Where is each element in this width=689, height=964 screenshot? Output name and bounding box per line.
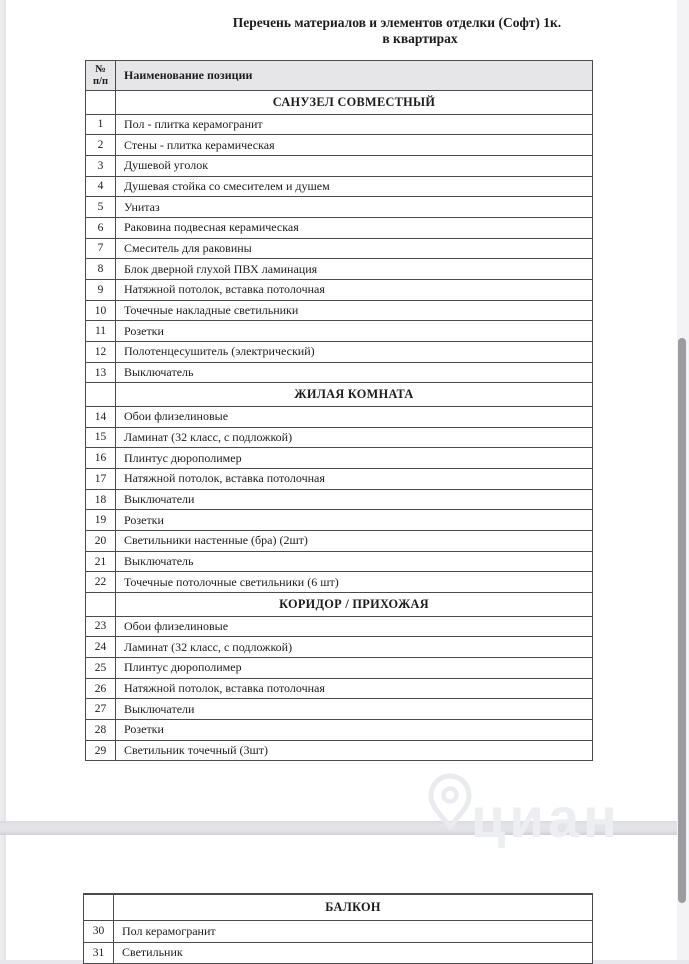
table-row [86,592,592,616]
table-body-page2 [84,894,592,963]
row-label: Плинтус дюрополимер [124,660,242,675]
table-row [86,719,592,740]
row-label: Блок дверной глухой ПВХ ламинация [124,261,318,276]
row-label: Пол керамогранит [122,923,216,938]
row-label: Натяжной потолок, вставка потолочная [124,471,325,486]
row-number [86,383,116,406]
table-row [86,468,592,489]
row-label: Точечные потолочные светильники (6 шт) [124,574,339,589]
table-row [86,155,592,176]
table-row [86,217,592,238]
row-number: 2 [86,135,116,155]
row-label: Выключатель [124,365,194,380]
cian-watermark [427,772,621,849]
row-label: Полотенцесушитель (электрический) [124,344,315,359]
scrollbar-track[interactable] [677,0,689,960]
location-pin-icon [427,772,473,832]
row-label: Плинтус дюрополимер [124,450,242,465]
table-row [86,571,592,592]
row-number: 27 [86,699,116,719]
row-number: 28 [86,720,116,740]
row-number: 23 [86,617,116,637]
row-label: Выключатель [124,554,194,569]
row-label: Унитаз [124,199,160,214]
column-header-name: Наименование позиции [124,68,253,82]
table-row [86,300,592,321]
table-row [84,894,592,920]
table-row [86,509,592,530]
row-number: 11 [86,321,116,341]
table-row [86,134,592,155]
row-number: 3 [86,156,116,176]
row-label: Душевой уголок [124,158,209,173]
row-label: Пол - плитка керамогранит [124,116,263,131]
row-number [86,91,116,114]
row-label: Точечные накладные светильники [124,303,299,318]
row-number: 4 [86,177,116,197]
row-label: Розетки [124,512,164,527]
row-number: 16 [86,448,116,468]
table-row [86,657,592,678]
row-number: 21 [86,552,116,572]
row-number: 7 [86,239,116,259]
table-row [86,341,592,362]
table-row [86,489,592,510]
watermark-text: циан [471,786,621,849]
table-row [86,530,592,551]
table-row [86,258,592,279]
row-label: Светильник точечный (3шт) [124,743,268,758]
materials-table-page2 [83,893,593,964]
row-number: 13 [86,363,116,383]
row-number: 14 [86,407,116,427]
table-row [86,176,592,197]
row-label: Раковина подвесная керамическая [124,220,299,235]
row-number [86,593,116,616]
row-label: Ламинат (32 класс, с подложкой) [124,429,293,444]
row-number: 25 [86,658,116,678]
row-number: 19 [86,510,116,530]
materials-table-page1 [85,60,593,761]
row-number: 29 [86,741,116,761]
row-number: 18 [86,490,116,510]
row-number: 15 [86,428,116,448]
table-row [86,698,592,719]
table-row [86,636,592,657]
table-row [86,740,592,761]
row-label: Светильник [122,945,183,960]
col1-line2: п/п [92,75,109,87]
table-row [84,920,592,942]
row-number: 8 [86,259,116,279]
table-row [86,320,592,341]
row-label: Светильники настенные (бра) (2шт) [124,533,308,548]
table-row [86,427,592,448]
table-row [86,678,592,699]
row-label: ЖИЛАЯ КОМНАТА [294,387,414,402]
row-label: КОРИДОР / ПРИХОЖАЯ [279,596,429,611]
row-number: 5 [86,197,116,217]
row-number: 24 [86,637,116,657]
row-number: 6 [86,218,116,238]
row-label: Выключатели [124,701,195,716]
row-number [84,895,114,920]
row-label: Натяжной потолок, вставка потолочная [124,681,325,696]
row-label: Розетки [124,323,164,338]
row-number: 20 [86,531,116,551]
table-row [86,279,592,300]
row-number: 26 [86,679,116,699]
table-row [86,196,592,217]
row-label: Обои флизелиновые [124,409,229,424]
document-title-line1: Перечень материалов и элементов отделки (Софт) 1к. [232,15,562,30]
table-row [86,406,592,427]
table-row [86,238,592,259]
row-label: Ламинат (32 класс, с подложкой) [124,639,293,654]
row-label: Обои флизелиновые [124,618,229,633]
row-number: 9 [86,280,116,300]
table-row [86,447,592,468]
row-number: 30 [84,921,114,942]
table-row [86,114,592,135]
row-label: Розетки [124,722,164,737]
row-number: 1 [86,115,116,135]
row-label: Стены - плитка керамическая [124,137,275,152]
column-header-number [86,61,116,90]
row-number: 31 [84,943,114,964]
row-number: 10 [86,301,116,321]
table-row [86,90,592,114]
row-label: Натяжной потолок, вставка потолочная [124,282,325,297]
row-label: БАЛКОН [325,900,381,914]
table-body-page1 [86,90,592,760]
table-row [86,362,592,383]
document-title-line2: в квартирах [382,31,458,46]
row-label: Выключатели [124,492,195,507]
scrollbar-thumb[interactable] [678,338,686,903]
row-label: Душевая стойка со смесителем и душем [124,178,330,193]
table-row [86,551,592,572]
col1-line1: № [95,63,106,75]
table-row [86,616,592,637]
row-number: 22 [86,572,116,592]
row-number: 12 [86,342,116,362]
table-row [86,382,592,406]
row-label: САНУЗЕЛ СОВМЕСТНЫЙ [272,94,436,109]
table-header-row [86,61,592,90]
row-number: 17 [86,469,116,489]
row-label: Смеситель для раковины [124,240,252,255]
